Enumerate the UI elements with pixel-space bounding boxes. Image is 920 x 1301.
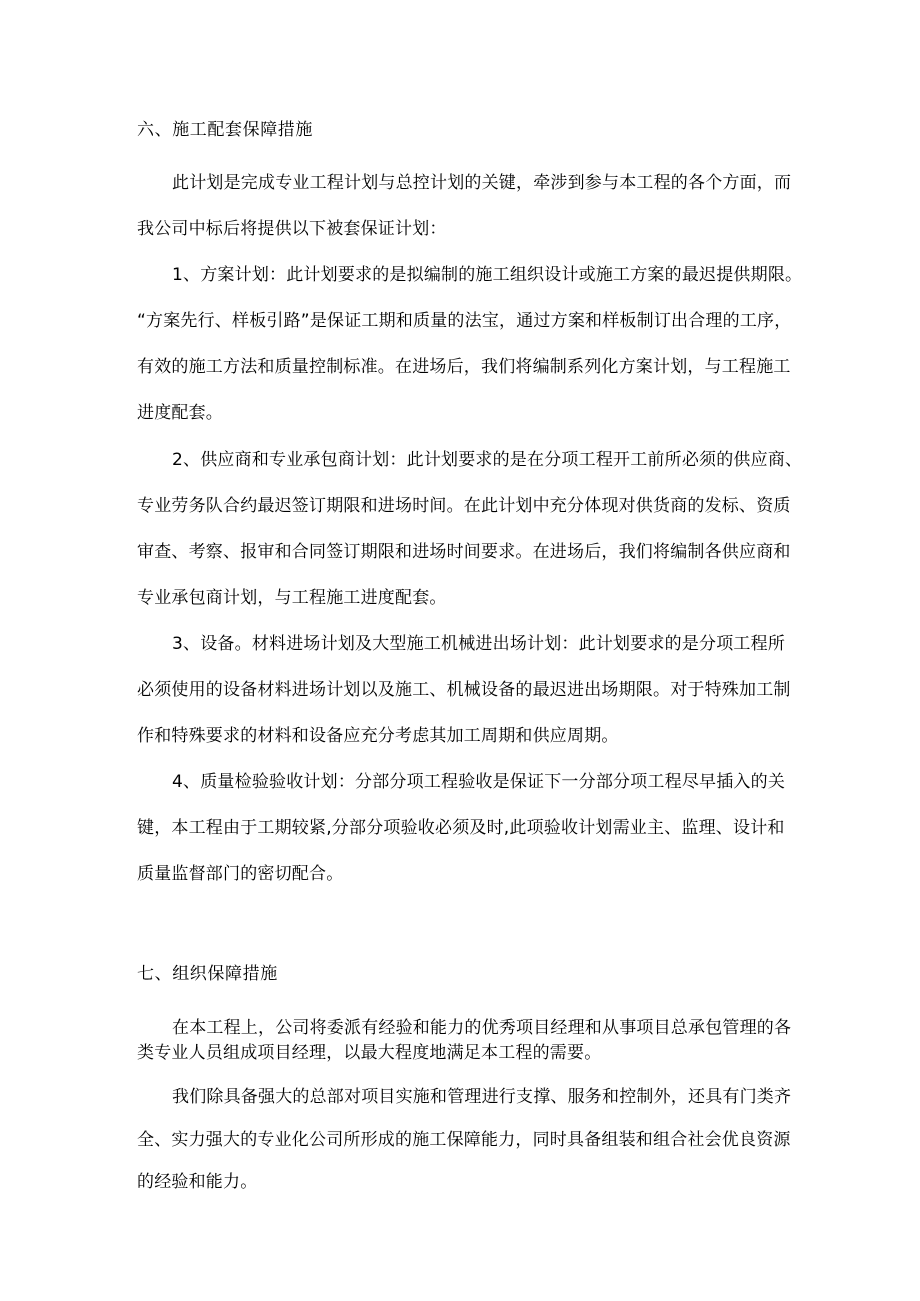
section-6-intro-line-2: 我公司中标后将提供以下被套保证计划： xyxy=(137,219,447,239)
item-4-line-2: 键，本工程由于工期较紧,分部分项验收必须及时,此项验收计划需业主、监理、设计和 xyxy=(137,818,785,838)
item-2-line-2: 专业劳务队合约最迟签订期限和进场时间。在此计划中充分体现对供货商的发标、资质 xyxy=(137,496,791,516)
item-1-line-1: 1、方案计划：此计划要求的是拟编制的施工组织设计或施工方案的最迟提供期限。 xyxy=(172,265,803,285)
section-7-para-1-line-2: 类专业人员组成项目经理，以最大程度地满足本工程的需要。 xyxy=(137,1043,602,1063)
item-2-line-1: 2、供应商和专业承包商计划：此计划要求的是在分项工程开工前所必须的供应商、 xyxy=(172,450,803,470)
section-7-para-2-line-3: 的经验和能力。 xyxy=(137,1172,258,1192)
section-6-heading: 六、施工配套保障措施 xyxy=(137,120,313,140)
section-7-heading: 七、组织保障措施 xyxy=(137,964,278,984)
section-7-para-2-line-1: 我们除具备强大的总部对项目实施和管理进行支撑、服务和控制外，还具有门类齐 xyxy=(172,1087,792,1107)
section-6-intro-line-1: 此计划是完成专业工程计划与总控计划的关键，牵涉到参与本工程的各个方面，而 xyxy=(172,173,792,193)
item-2-line-4: 专业承包商计划，与工程施工进度配套。 xyxy=(137,588,447,608)
item-1-line-2: “方案先行、样板引路”是保证工期和质量的法宝，通过方案和样板制订出合理的工序， xyxy=(137,311,792,331)
item-1-line-3: 有效的施工方法和质量控制标准。在进场后，我们将编制系列化方案计划，与工程施工 xyxy=(137,357,791,377)
item-1-line-4: 进度配套。 xyxy=(137,403,223,423)
item-3-line-2: 必须使用的设备材料进场计划以及施工、机械设备的最迟进出场期限。对于特殊加工制 xyxy=(137,680,791,700)
item-2-line-3: 审查、考察、报审和合同签订期限和进场时间要求。在进场后，我们将编制各供应商和 xyxy=(137,542,791,562)
item-4-line-1: 4、质量检验验收计划：分部分项工程验收是保证下一分部分项工程尽早插入的关 xyxy=(172,772,786,792)
item-4-line-3: 质量监督部门的密切配合。 xyxy=(137,864,344,884)
item-3-line-3: 作和特殊要求的材料和设备应充分考虑其加工周期和供应周期。 xyxy=(137,726,619,746)
section-7-para-1-line-1: 在本工程上，公司将委派有经验和能力的优秀项目经理和从事项目总承包管理的各 xyxy=(172,1018,792,1038)
item-3-line-1: 3、设备。材料进场计划及大型施工机械进出场计划：此计划要求的是分项工程所 xyxy=(172,634,786,654)
section-7-para-2-line-2: 全、实力强大的专业化公司所形成的施工保障能力，同时具备组装和组合社会优良资源 xyxy=(137,1130,791,1150)
